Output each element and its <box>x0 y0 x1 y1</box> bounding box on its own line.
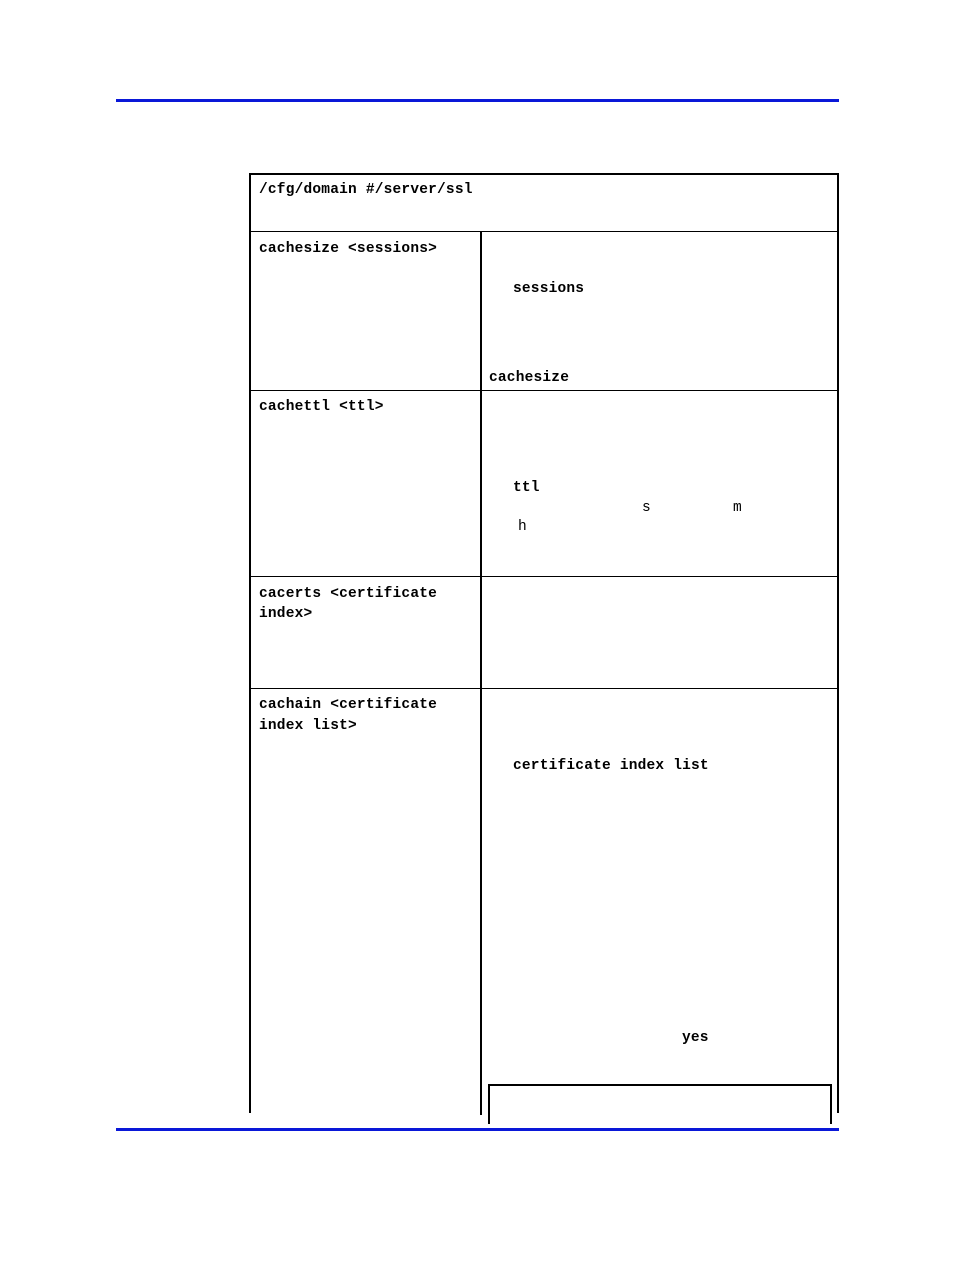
command-cachain-line2: index list> <box>259 718 357 734</box>
row-divider <box>251 390 837 391</box>
unit-seconds: s <box>642 500 651 516</box>
ref-cachesize: cachesize <box>489 370 570 386</box>
row-divider <box>251 231 837 232</box>
param-ttl: ttl <box>513 480 540 496</box>
header-rule <box>116 99 839 102</box>
footer-rule <box>116 1128 839 1131</box>
column-divider <box>480 232 482 1115</box>
param-sessions: sessions <box>513 281 585 297</box>
command-cacerts-line2: index> <box>259 606 313 622</box>
command-cachain-line1: cachain <certificate <box>259 697 438 713</box>
value-yes: yes <box>682 1030 709 1046</box>
unit-hours: h <box>518 519 527 535</box>
table-header-path: /cfg/domain #/server/ssl <box>259 182 473 198</box>
note-box <box>488 1084 832 1124</box>
row-divider <box>251 688 837 689</box>
unit-minutes: m <box>733 500 742 516</box>
command-cachettl: cachettl <ttl> <box>259 399 384 415</box>
param-certificate-index-list: certificate index list <box>513 758 709 774</box>
command-cacerts-line1: cacerts <certificate <box>259 586 438 602</box>
command-table <box>249 173 839 1113</box>
row-divider <box>251 576 837 577</box>
command-cachesize: cachesize <sessions> <box>259 241 438 257</box>
